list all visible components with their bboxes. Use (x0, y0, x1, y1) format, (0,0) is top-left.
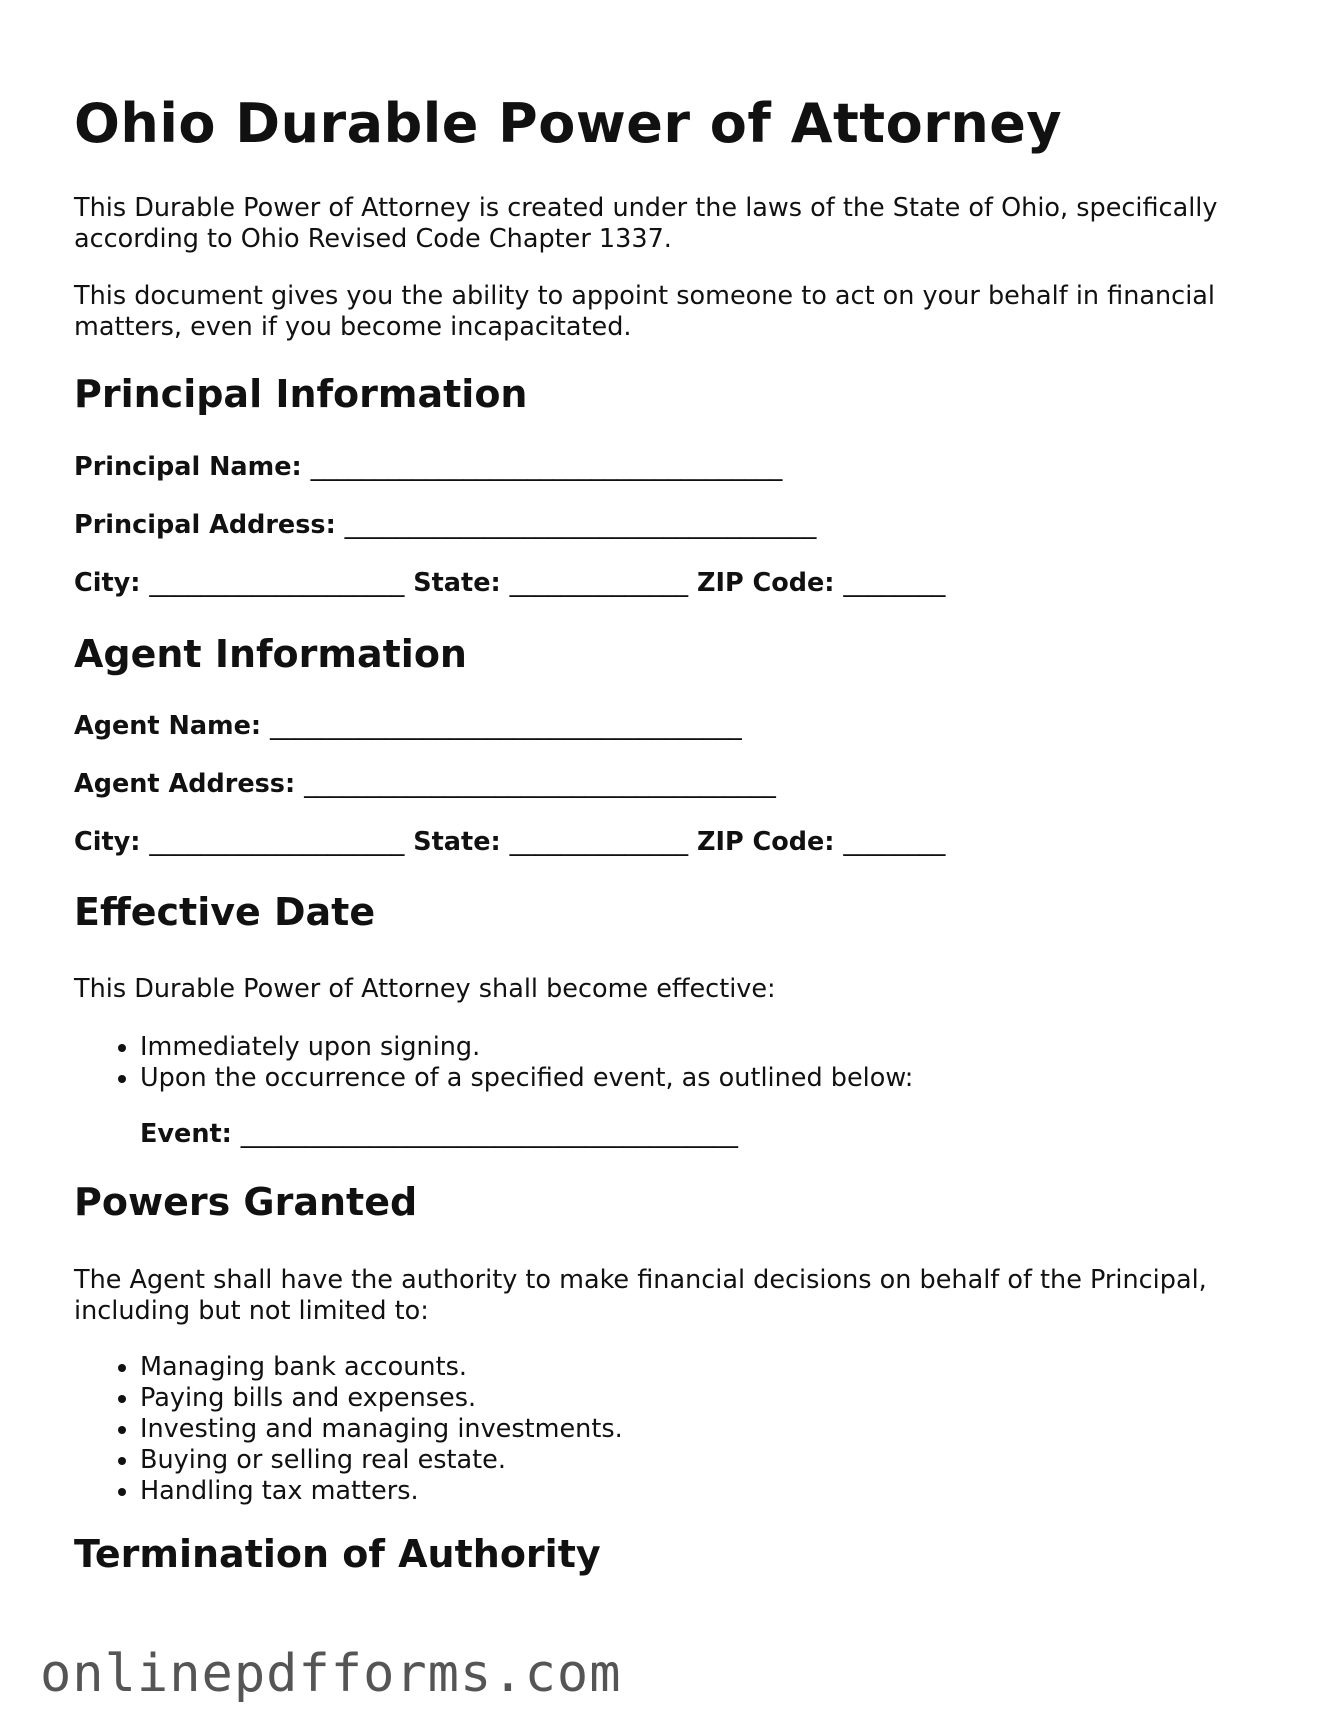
list-item: • Buying or selling real estate. (140, 1445, 623, 1476)
effective-intro: This Durable Power of Attorney shall become effective: (74, 974, 776, 1004)
page-title: Ohio Durable Power of Attorney (74, 92, 1063, 155)
agent-state-blank[interactable]: ______________ (509, 827, 689, 857)
principal-address-blank[interactable]: _____________________________________ (344, 510, 817, 540)
event-label: Event: (140, 1119, 232, 1149)
powers-heading: Powers Granted (74, 1180, 418, 1224)
agent-name-field (74, 711, 742, 741)
powers-list (74, 1352, 623, 1507)
principal-name-blank[interactable]: _____________________________________ (310, 452, 783, 482)
intro-paragraph-1: This Durable Power of Attorney is created under the laws of the State of Ohio, specifically according to Ohio Revised Code Chapter 1337. (74, 193, 1218, 254)
agent-address-field (74, 769, 776, 799)
event-field (140, 1119, 738, 1149)
principal-city-blank[interactable]: ____________________ (149, 568, 405, 598)
principal-state-blank[interactable]: ______________ (509, 568, 689, 598)
agent-name-blank[interactable]: _____________________________________ (270, 711, 742, 741)
agent-city-label: City: (74, 827, 141, 857)
principal-address-label: Principal Address: (74, 510, 336, 540)
agent-address-blank[interactable]: _____________________________________ (304, 769, 776, 799)
powers-intro: The Agent shall have the authority to make financial decisions on behalf of the Principal, including but not limited to: (74, 1265, 1207, 1326)
agent-address-label: Agent Address: (74, 769, 296, 799)
list-item: • Upon the occurrence of a specified event, as outlined below: (140, 1063, 913, 1094)
principal-city-label: City: (74, 568, 141, 598)
intro-paragraph-2: This document gives you the ability to appoint someone to act on your behalf in financial matters, even if you become incapacitated. (74, 281, 1216, 342)
list-item: • Immediately upon signing. (140, 1032, 913, 1063)
watermark-text: onlinepdfforms.com (40, 1644, 622, 1704)
principal-heading: Principal Information (74, 372, 528, 416)
agent-city-state-zip-field (74, 827, 945, 857)
list-item: • Managing bank accounts. (140, 1352, 623, 1383)
agent-zip-blank[interactable]: ________ (843, 827, 946, 857)
principal-zip-blank[interactable]: ________ (843, 568, 946, 598)
principal-zip-label: ZIP Code: (696, 568, 835, 598)
principal-city-state-zip-field (74, 568, 945, 598)
agent-heading: Agent Information (74, 632, 467, 676)
effective-options-list (74, 1032, 913, 1094)
principal-name-label: Principal Name: (74, 452, 302, 482)
agent-name-label: Agent Name: (74, 711, 262, 741)
principal-state-label: State: (413, 568, 501, 598)
termination-heading: Termination of Authority (74, 1532, 601, 1576)
list-item: • Investing and managing investments. (140, 1414, 623, 1445)
principal-address-field (74, 510, 816, 540)
agent-state-label: State: (413, 827, 501, 857)
list-item: • Paying bills and expenses. (140, 1383, 623, 1414)
event-blank[interactable]: _______________________________________ (240, 1119, 739, 1149)
effective-heading: Effective Date (74, 890, 376, 934)
principal-name-field (74, 452, 782, 482)
agent-zip-label: ZIP Code: (696, 827, 835, 857)
agent-city-blank[interactable]: ____________________ (149, 827, 405, 857)
list-item: • Handling tax matters. (140, 1476, 623, 1507)
